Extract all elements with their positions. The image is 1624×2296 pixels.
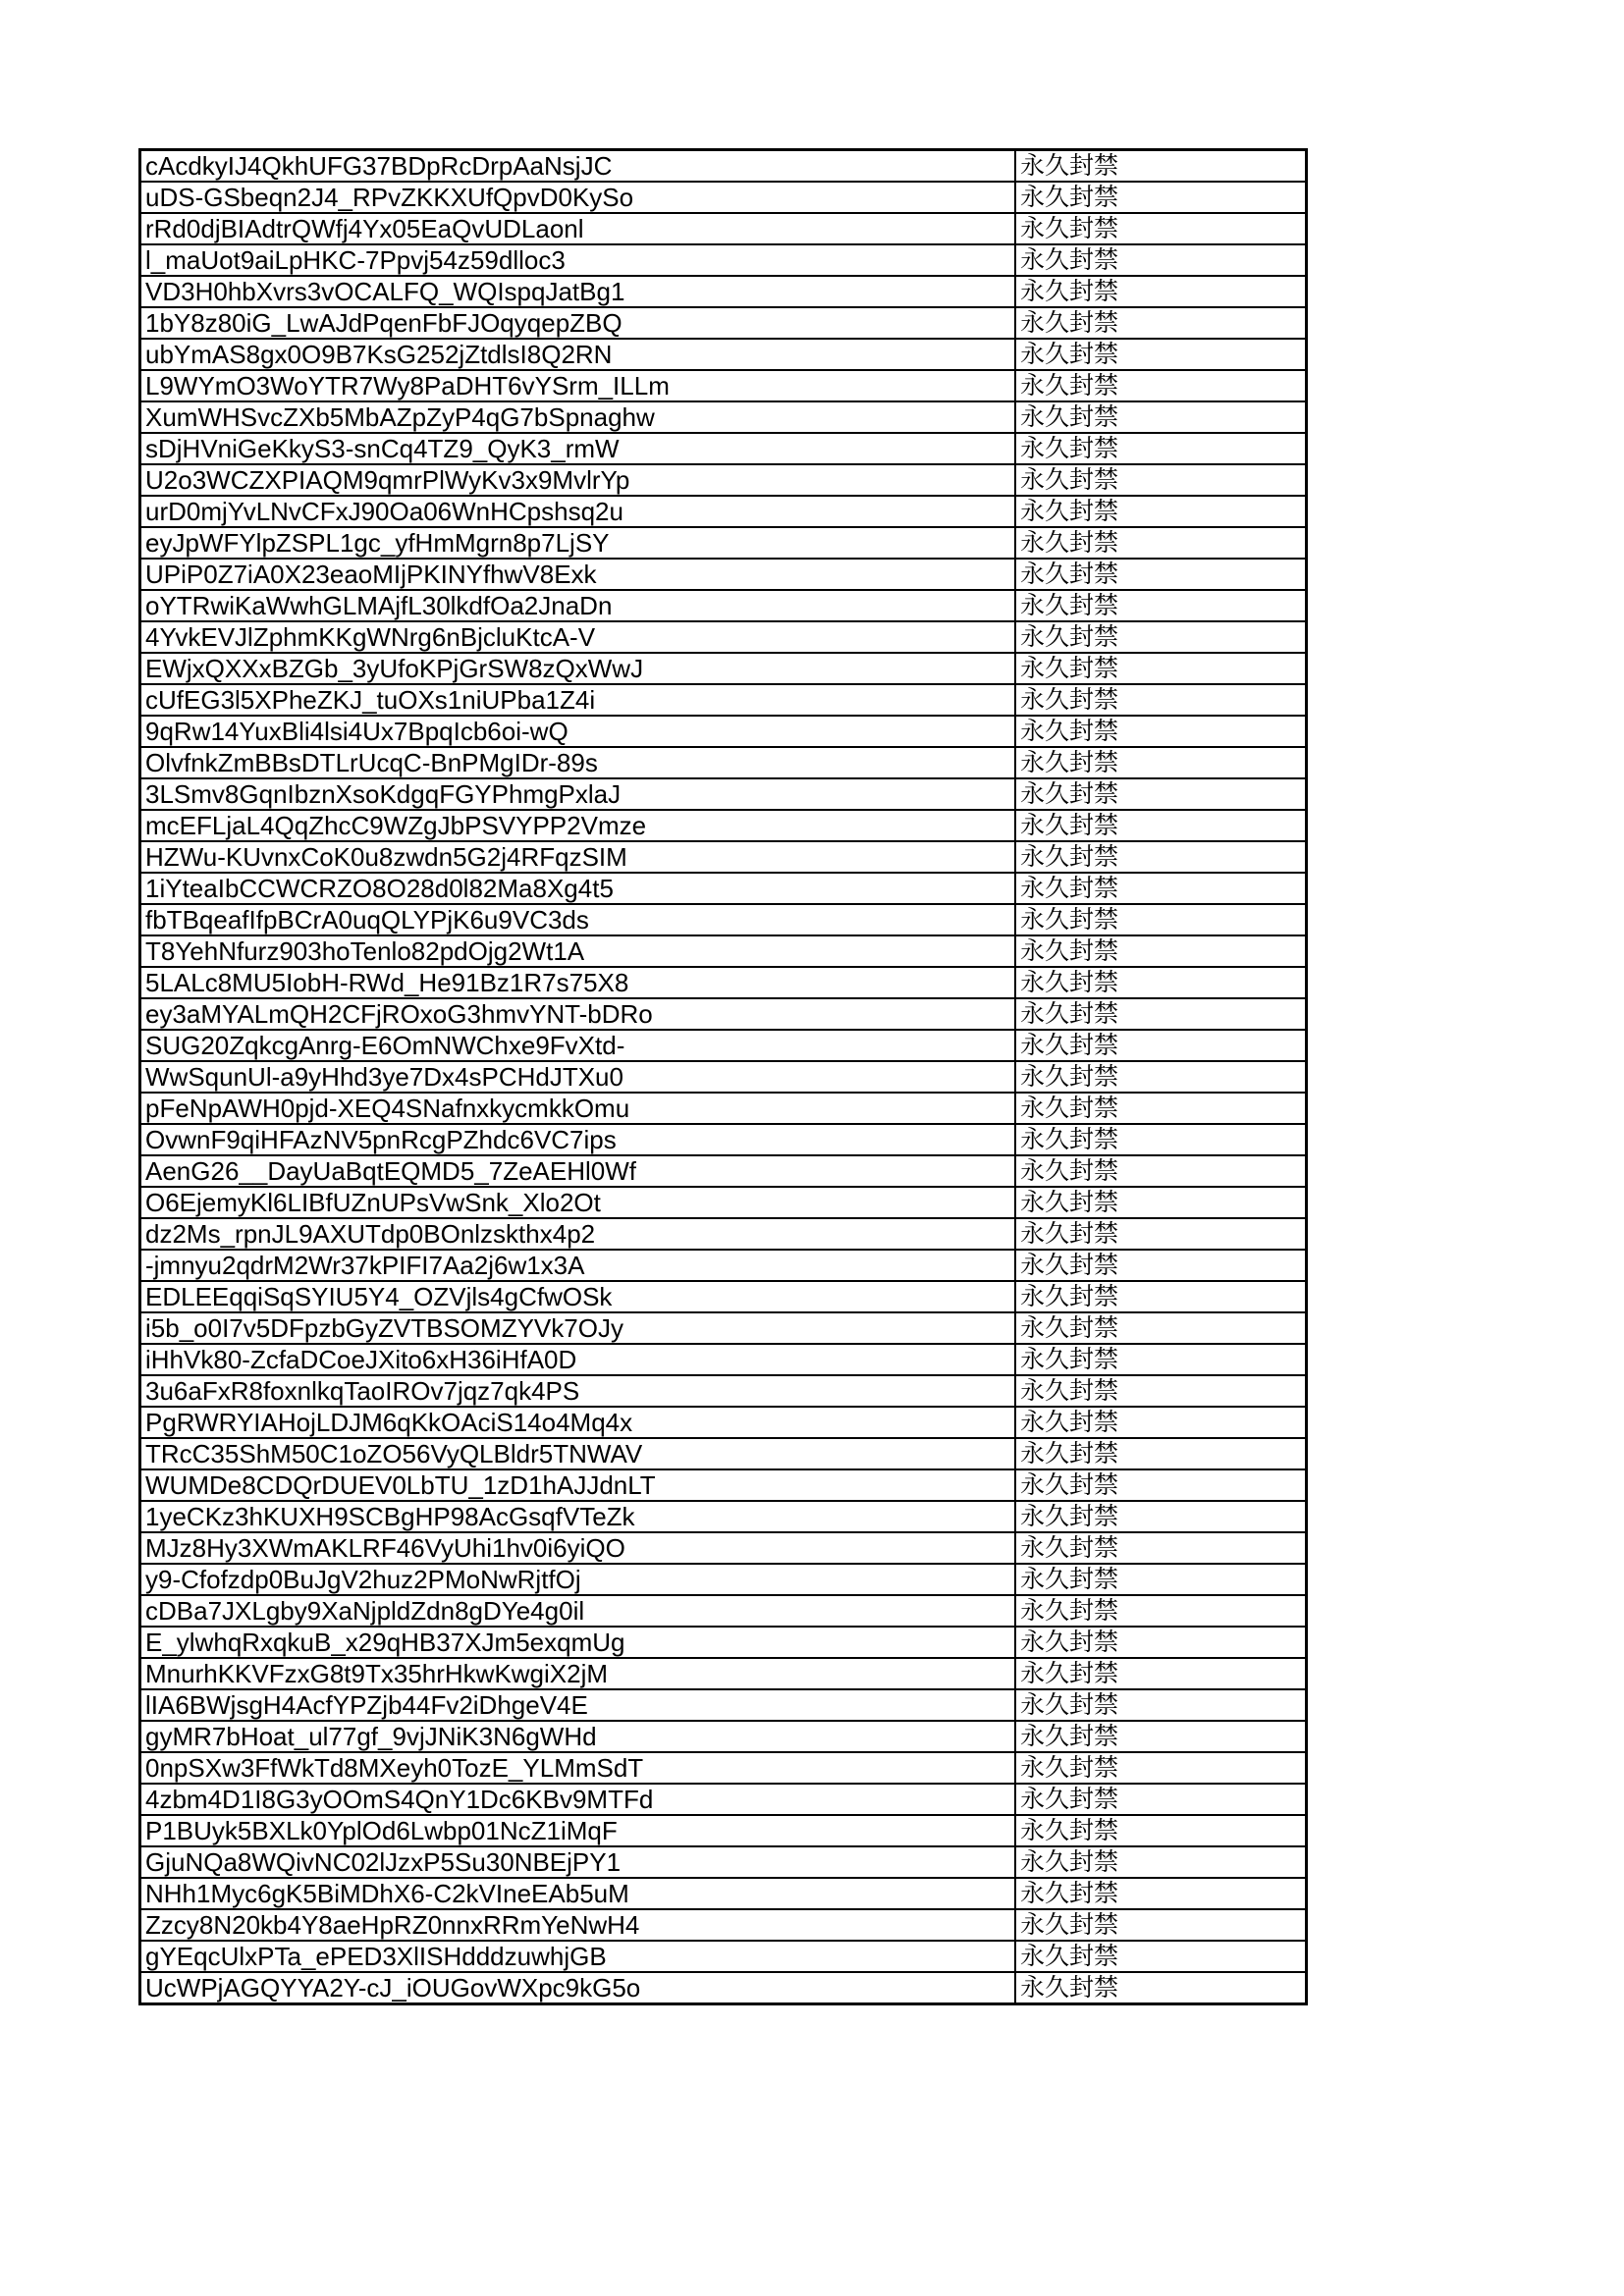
account-id-cell: 3LSmv8GqnIbznXsoKdgqFGYPhmgPxlaJ [140, 778, 1016, 810]
table-row [140, 935, 1307, 967]
ban-status-cell: 永久封禁 [1015, 464, 1307, 496]
ban-status-cell: 永久封禁 [1015, 1030, 1307, 1061]
account-id-cell: gyMR7bHoat_ul77gf_9vjJNiK3N6gWHd [140, 1721, 1016, 1752]
ban-status-cell: 永久封禁 [1015, 1909, 1307, 1941]
account-id-cell: NHh1Myc6gK5BiMDhX6-C2kVIneEAb5uM [140, 1878, 1016, 1909]
ban-status-cell: 永久封禁 [1015, 1627, 1307, 1658]
table-row [140, 621, 1307, 653]
table-row [140, 1627, 1307, 1658]
ban-list-table [138, 148, 1308, 2005]
account-id-cell: rRd0djBIAdtrQWfj4Yx05EaQvUDLaonl [140, 213, 1016, 244]
table-row [140, 182, 1307, 213]
account-id-cell: 3u6aFxR8foxnlkqTaoIROv7jqz7qk4PS [140, 1375, 1016, 1407]
account-id-cell: UPiP0Z7iA0X23eaoMIjPKINYfhwV8Exk [140, 559, 1016, 590]
account-id-cell: EDLEEqqiSqSYIU5Y4_OZVjls4gCfwOSk [140, 1281, 1016, 1312]
account-id-cell: i5b_o0I7v5DFpzbGyZVTBSOMZYVk7OJy [140, 1312, 1016, 1344]
ban-status-cell: 永久封禁 [1015, 1281, 1307, 1312]
table-row [140, 1658, 1307, 1689]
account-id-cell: XumWHSvcZXb5MbAZpZyP4qG7bSpnaghw [140, 401, 1016, 433]
table-row [140, 1061, 1307, 1093]
ban-status-cell: 永久封禁 [1015, 653, 1307, 684]
table-row [140, 684, 1307, 716]
account-id-cell: oYTRwiKaWwhGLMAjfL30lkdfOa2JnaDn [140, 590, 1016, 621]
ban-list-body [140, 150, 1307, 2004]
ban-status-cell: 永久封禁 [1015, 1595, 1307, 1627]
table-row [140, 339, 1307, 370]
table-row [140, 1689, 1307, 1721]
account-id-cell: 1bY8z80iG_LwAJdPqenFbFJOqyqepZBQ [140, 307, 1016, 339]
table-row [140, 841, 1307, 873]
ban-status-cell: 永久封禁 [1015, 747, 1307, 778]
table-row [140, 1532, 1307, 1564]
ban-status-cell: 永久封禁 [1015, 307, 1307, 339]
account-id-cell: U2o3WCZXPIAQM9qmrPlWyKv3x9MvlrYp [140, 464, 1016, 496]
account-id-cell: cUfEG3l5XPheZKJ_tuOXs1niUPba1Z4i [140, 684, 1016, 716]
table-row [140, 873, 1307, 904]
table-row [140, 1878, 1307, 1909]
ban-status-cell: 永久封禁 [1015, 496, 1307, 527]
account-id-cell: cDBa7JXLgby9XaNjpldZdn8gDYe4g0il [140, 1595, 1016, 1627]
table-row [140, 244, 1307, 276]
account-id-cell: eyJpWFYlpZSPL1gc_yfHmMgrn8p7LjSY [140, 527, 1016, 559]
table-row [140, 1815, 1307, 1846]
ban-status-cell: 永久封禁 [1015, 998, 1307, 1030]
table-row [140, 1972, 1307, 2004]
ban-status-cell: 永久封禁 [1015, 244, 1307, 276]
ban-status-cell: 永久封禁 [1015, 1061, 1307, 1093]
account-id-cell: ubYmAS8gx0O9B7KsG252jZtdlsI8Q2RN [140, 339, 1016, 370]
ban-status-cell: 永久封禁 [1015, 1941, 1307, 1972]
account-id-cell: l_maUot9aiLpHKC-7Ppvj54z59dlloc3 [140, 244, 1016, 276]
ban-status-cell: 永久封禁 [1015, 1721, 1307, 1752]
account-id-cell: dz2Ms_rpnJL9AXUTdp0BOnlzskthx4p2 [140, 1218, 1016, 1250]
table-row [140, 496, 1307, 527]
table-row [140, 1375, 1307, 1407]
table-row [140, 1909, 1307, 1941]
ban-status-cell: 永久封禁 [1015, 904, 1307, 935]
account-id-cell: MJz8Hy3XWmAKLRF46VyUhi1hv0i6yiQO [140, 1532, 1016, 1564]
ban-status-cell: 永久封禁 [1015, 590, 1307, 621]
ban-status-cell: 永久封禁 [1015, 1564, 1307, 1595]
account-id-cell: Zzcy8N20kb4Y8aeHpRZ0nnxRRmYeNwH4 [140, 1909, 1016, 1941]
account-id-cell: urD0mjYvLNvCFxJ90Oa06WnHCpshsq2u [140, 496, 1016, 527]
table-row [140, 370, 1307, 401]
ban-status-cell: 永久封禁 [1015, 1878, 1307, 1909]
table-row [140, 213, 1307, 244]
account-id-cell: 1iYteaIbCCWCRZO8O28d0l82Ma8Xg4t5 [140, 873, 1016, 904]
ban-status-cell: 永久封禁 [1015, 967, 1307, 998]
account-id-cell: MnurhKKVFzxG8t9Tx35hrHkwKwgiX2jM [140, 1658, 1016, 1689]
ban-status-cell: 永久封禁 [1015, 935, 1307, 967]
account-id-cell: O6EjemyKl6LIBfUZnUPsVwSnk_Xlo2Ot [140, 1187, 1016, 1218]
table-row [140, 590, 1307, 621]
account-id-cell: PgRWRYIAHojLDJM6qKkOAciS14o4Mq4x [140, 1407, 1016, 1438]
table-row [140, 1155, 1307, 1187]
ban-status-cell: 永久封禁 [1015, 1815, 1307, 1846]
account-id-cell: WUMDe8CDQrDUEV0LbTU_1zD1hAJJdnLT [140, 1469, 1016, 1501]
table-row [140, 527, 1307, 559]
account-id-cell: uDS-GSbeqn2J4_RPvZKKXUfQpvD0KySo [140, 182, 1016, 213]
ban-status-cell: 永久封禁 [1015, 1784, 1307, 1815]
account-id-cell: OvwnF9qiHFAzNV5pnRcgPZhdc6VC7ips [140, 1124, 1016, 1155]
ban-status-cell: 永久封禁 [1015, 1532, 1307, 1564]
table-row [140, 1218, 1307, 1250]
ban-status-cell: 永久封禁 [1015, 559, 1307, 590]
account-id-cell: T8YehNfurz903hoTenlo82pdOjg2Wt1A [140, 935, 1016, 967]
ban-status-cell: 永久封禁 [1015, 433, 1307, 464]
account-id-cell: pFeNpAWH0pjd-XEQ4SNafnxkycmkkOmu [140, 1093, 1016, 1124]
table-row [140, 433, 1307, 464]
ban-status-cell: 永久封禁 [1015, 873, 1307, 904]
ban-status-cell: 永久封禁 [1015, 841, 1307, 873]
ban-status-cell: 永久封禁 [1015, 1972, 1307, 2004]
ban-status-cell: 永久封禁 [1015, 1375, 1307, 1407]
table-row [140, 1030, 1307, 1061]
table-row [140, 1344, 1307, 1375]
table-row [140, 307, 1307, 339]
account-id-cell: 5LALc8MU5IobH-RWd_He91Bz1R7s75X8 [140, 967, 1016, 998]
account-id-cell: mcEFLjaL4QqZhcC9WZgJbPSVYPP2Vmze [140, 810, 1016, 841]
table-row [140, 778, 1307, 810]
table-row [140, 401, 1307, 433]
table-row [140, 967, 1307, 998]
table-row [140, 1187, 1307, 1218]
account-id-cell: 1yeCKz3hKUXH9SCBgHP98AcGsqfVTeZk [140, 1501, 1016, 1532]
account-id-cell: HZWu-KUvnxCoK0u8zwdn5G2j4RFqzSIM [140, 841, 1016, 873]
ban-status-cell: 永久封禁 [1015, 778, 1307, 810]
account-id-cell: -jmnyu2qdrM2Wr37kPIFI7Aa2j6w1x3A [140, 1250, 1016, 1281]
ban-status-cell: 永久封禁 [1015, 1438, 1307, 1469]
ban-status-cell: 永久封禁 [1015, 1469, 1307, 1501]
ban-status-cell: 永久封禁 [1015, 1752, 1307, 1784]
table-row [140, 1846, 1307, 1878]
account-id-cell: SUG20ZqkcgAnrg-E6OmNWChxe9FvXtd- [140, 1030, 1016, 1061]
ban-status-cell: 永久封禁 [1015, 716, 1307, 747]
ban-status-cell: 永久封禁 [1015, 1501, 1307, 1532]
account-id-cell: TRcC35ShM50C1oZO56VyQLBldr5TNWAV [140, 1438, 1016, 1469]
account-id-cell: GjuNQa8WQivNC02lJzxP5Su30NBEjPY1 [140, 1846, 1016, 1878]
account-id-cell: lIA6BWjsgH4AcfYPZjb44Fv2iDhgeV4E [140, 1689, 1016, 1721]
table-row [140, 1595, 1307, 1627]
table-row [140, 904, 1307, 935]
table-row [140, 1501, 1307, 1532]
account-id-cell: sDjHVniGeKkyS3-snCq4TZ9_QyK3_rmW [140, 433, 1016, 464]
account-id-cell: EWjxQXXxBZGb_3yUfoKPjGrSW8zQxWwJ [140, 653, 1016, 684]
ban-status-cell: 永久封禁 [1015, 150, 1307, 183]
ban-status-cell: 永久封禁 [1015, 1407, 1307, 1438]
account-id-cell: AenG26__DayUaBqtEQMD5_7ZeAEHl0Wf [140, 1155, 1016, 1187]
ban-status-cell: 永久封禁 [1015, 276, 1307, 307]
table-row [140, 150, 1307, 183]
table-row [140, 1312, 1307, 1344]
table-row [140, 1469, 1307, 1501]
ban-status-cell: 永久封禁 [1015, 401, 1307, 433]
ban-status-cell: 永久封禁 [1015, 1344, 1307, 1375]
table-row [140, 653, 1307, 684]
table-row [140, 1407, 1307, 1438]
ban-status-cell: 永久封禁 [1015, 370, 1307, 401]
table-row [140, 276, 1307, 307]
ban-status-cell: 永久封禁 [1015, 1124, 1307, 1155]
ban-status-cell: 永久封禁 [1015, 1846, 1307, 1878]
table-row [140, 1438, 1307, 1469]
table-row [140, 810, 1307, 841]
table-row [140, 559, 1307, 590]
table-row [140, 1564, 1307, 1595]
account-id-cell: iHhVk80-ZcfaDCoeJXito6xH36iHfA0D [140, 1344, 1016, 1375]
table-row [140, 1752, 1307, 1784]
account-id-cell: E_ylwhqRxqkuB_x29qHB37XJm5exqmUg [140, 1627, 1016, 1658]
account-id-cell: 0npSXw3FfWkTd8MXeyh0TozE_YLMmSdT [140, 1752, 1016, 1784]
account-id-cell: 4YvkEVJlZphmKKgWNrg6nBjcluKtcA-V [140, 621, 1016, 653]
ban-status-cell: 永久封禁 [1015, 1218, 1307, 1250]
account-id-cell: OlvfnkZmBBsDTLrUcqC-BnPMgIDr-89s [140, 747, 1016, 778]
account-id-cell: gYEqcUlxPTa_ePED3XlISHdddzuwhjGB [140, 1941, 1016, 1972]
ban-status-cell: 永久封禁 [1015, 1093, 1307, 1124]
ban-status-cell: 永久封禁 [1015, 213, 1307, 244]
ban-status-cell: 永久封禁 [1015, 1658, 1307, 1689]
account-id-cell: y9-Cfofzdp0BuJgV2huz2PMoNwRjtfOj [140, 1564, 1016, 1595]
ban-status-cell: 永久封禁 [1015, 1312, 1307, 1344]
table-row [140, 1124, 1307, 1155]
ban-status-cell: 永久封禁 [1015, 684, 1307, 716]
account-id-cell: cAcdkyIJ4QkhUFG37BDpRcDrpAaNsjJC [140, 150, 1016, 183]
ban-status-cell: 永久封禁 [1015, 810, 1307, 841]
account-id-cell: WwSqunUl-a9yHhd3ye7Dx4sPCHdJTXu0 [140, 1061, 1016, 1093]
ban-status-cell: 永久封禁 [1015, 527, 1307, 559]
ban-status-cell: 永久封禁 [1015, 1250, 1307, 1281]
table-row [140, 716, 1307, 747]
table-row [140, 998, 1307, 1030]
table-row [140, 1784, 1307, 1815]
ban-status-cell: 永久封禁 [1015, 1187, 1307, 1218]
account-id-cell: P1BUyk5BXLk0YplOd6Lwbp01NcZ1iMqF [140, 1815, 1016, 1846]
account-id-cell: VD3H0hbXvrs3vOCALFQ_WQIspqJatBg1 [140, 276, 1016, 307]
account-id-cell: 4zbm4D1I8G3yOOmS4QnY1Dc6KBv9MTFd [140, 1784, 1016, 1815]
table-row [140, 1093, 1307, 1124]
ban-status-cell: 永久封禁 [1015, 621, 1307, 653]
table-row [140, 747, 1307, 778]
ban-status-cell: 永久封禁 [1015, 339, 1307, 370]
ban-status-cell: 永久封禁 [1015, 1689, 1307, 1721]
account-id-cell: ey3aMYALmQH2CFjROxoG3hmvYNT-bDRo [140, 998, 1016, 1030]
account-id-cell: 9qRw14YuxBli4lsi4Ux7BpqIcb6oi-wQ [140, 716, 1016, 747]
ban-status-cell: 永久封禁 [1015, 182, 1307, 213]
ban-status-cell: 永久封禁 [1015, 1155, 1307, 1187]
account-id-cell: fbTBqeafIfpBCrA0uqQLYPjK6u9VC3ds [140, 904, 1016, 935]
table-row [140, 1941, 1307, 1972]
table-row [140, 464, 1307, 496]
table-row [140, 1250, 1307, 1281]
table-row [140, 1721, 1307, 1752]
account-id-cell: UcWPjAGQYYA2Y-cJ_iOUGovWXpc9kG5o [140, 1972, 1016, 2004]
table-row [140, 1281, 1307, 1312]
account-id-cell: L9WYmO3WoYTR7Wy8PaDHT6vYSrm_ILLm [140, 370, 1016, 401]
